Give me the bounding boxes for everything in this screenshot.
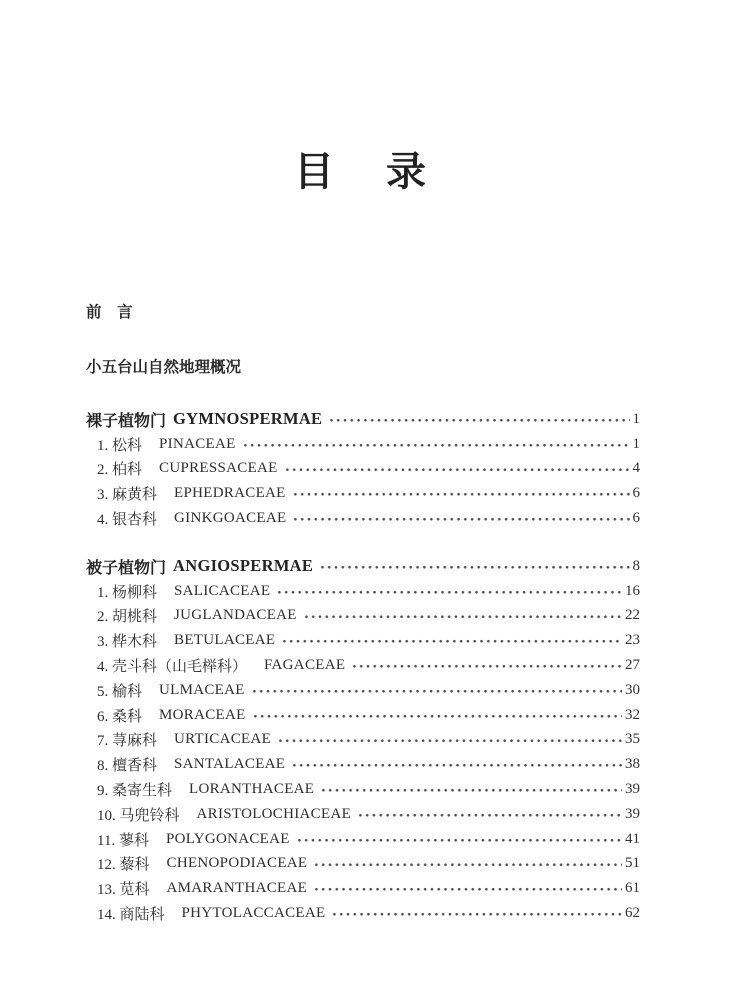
page-number: 27 (625, 657, 640, 674)
family-latin-label: PINACEAE (159, 435, 236, 452)
dot-leader (281, 628, 622, 653)
dot-leader (251, 678, 622, 703)
family-cn-label: 3. 麻黄科 (97, 487, 158, 504)
dot-leader (242, 432, 630, 457)
toc-entry (86, 579, 640, 604)
dot-leader (357, 802, 622, 827)
page-number: 6 (632, 485, 640, 502)
family-latin-label: EPHEDRACEAE (174, 485, 286, 502)
family-cn-label: 11. 蓼科 (97, 832, 149, 849)
family-latin-label: CHENOPODIACEAE (166, 855, 308, 872)
page-number: 8 (632, 557, 640, 574)
toc-entry (86, 802, 640, 827)
toc-entry (86, 653, 640, 678)
section-heading-latin: GYMNOSPERMAE (173, 409, 323, 429)
page-number: 62 (625, 905, 640, 922)
dot-leader (351, 653, 622, 678)
dot-leader (292, 506, 629, 531)
section-heading-latin: ANGIOSPERMAE (173, 556, 314, 576)
toc-entry (86, 827, 640, 852)
family-latin-label: PHYTOLACCACEAE (181, 905, 326, 922)
page-number: 41 (625, 830, 640, 847)
toc-entry (86, 506, 640, 531)
family-cn-label: 12. 藜科 (97, 857, 150, 874)
family-cn-label: 1. 杨柳科 (97, 584, 158, 601)
family-cn-label: 2. 柏科 (97, 462, 143, 479)
page-number: 22 (625, 607, 640, 624)
dot-leader (252, 703, 622, 728)
dot-leader (277, 728, 622, 753)
geography-overview-entry: 小五台山自然地理概况 (86, 359, 242, 376)
family-cn-label: 3. 桦木科 (97, 634, 158, 651)
toc-entry (86, 901, 640, 926)
toc-entry (86, 703, 640, 728)
family-cn-label: 6. 桑科 (97, 708, 143, 725)
dot-leader (313, 852, 622, 877)
toc-entry (86, 852, 640, 877)
toc-entry (86, 752, 640, 777)
page-number: 39 (625, 781, 640, 798)
page-number: 51 (625, 855, 640, 872)
family-cn-label: 2. 胡桃科 (97, 609, 158, 626)
family-latin-label: URTICACEAE (174, 731, 272, 748)
family-latin-label: ARISTOLOCHIACEAE (196, 805, 352, 822)
family-cn-label: 7. 荨麻科 (97, 733, 158, 750)
toc-entry (86, 678, 640, 703)
family-latin-label: LORANTHACEAE (189, 781, 315, 798)
section-heading-row (86, 554, 640, 579)
family-latin-label: GINKGOACEAE (174, 510, 287, 527)
family-latin-label: SALICACEAE (174, 582, 271, 599)
family-cn-label: 1. 松科 (97, 437, 143, 454)
page-number: 38 (625, 756, 640, 773)
family-latin-label: JUGLANDACEAE (174, 607, 297, 624)
dot-leader (313, 876, 622, 901)
page-number: 1 (632, 435, 640, 452)
dot-leader (328, 407, 629, 432)
page-title: 目 录 (294, 149, 432, 194)
dot-leader (276, 579, 622, 604)
page-number: 32 (625, 706, 640, 723)
section-heading-cn: 被子植物门 (86, 559, 167, 577)
family-cn-label: 14. 商陆科 (97, 907, 165, 924)
family-latin-label: ULMACEAE (159, 681, 245, 698)
family-latin-label: AMARANTHACEAE (166, 880, 308, 897)
family-latin-label: CUPRESSACEAE (159, 460, 278, 477)
dot-leader (284, 457, 630, 482)
toc-entry (86, 876, 640, 901)
preface-entry: 前 言 (86, 304, 133, 321)
dot-leader (291, 752, 622, 777)
dot-leader (292, 481, 630, 506)
page-number: 4 (632, 460, 640, 477)
family-cn-label: 13. 苋科 (97, 882, 150, 899)
family-cn-label: 5. 榆科 (97, 683, 143, 700)
family-cn-label: 10. 马兜铃科 (97, 807, 180, 824)
dot-leader (319, 554, 629, 579)
dot-leader (331, 901, 622, 926)
toc-entry (86, 604, 640, 629)
family-latin-label: POLYGONACEAE (165, 830, 290, 847)
family-latin-label: BETULACEAE (174, 632, 276, 649)
toc-entry (86, 728, 640, 753)
family-cn-label: 9. 桑寄生科 (97, 783, 173, 800)
section-gymnospermae (86, 407, 640, 531)
family-latin-label: SANTALACEAE (174, 756, 286, 773)
toc-entry (86, 628, 640, 653)
toc-entry (86, 457, 640, 482)
dot-leader (303, 604, 622, 629)
dot-leader (320, 777, 622, 802)
section-heading-row (86, 407, 640, 432)
page-number: 39 (625, 805, 640, 822)
section-angiospermae (86, 554, 640, 926)
page-number: 30 (625, 681, 640, 698)
page-number: 35 (625, 731, 640, 748)
dot-leader (296, 827, 622, 852)
toc-entry (86, 481, 640, 506)
page-number: 1 (632, 410, 640, 427)
toc-entry (86, 777, 640, 802)
page-number: 6 (632, 510, 640, 527)
family-cn-label: 8. 檀香科 (97, 758, 158, 775)
family-cn-label: 4. 壳斗科（山毛榉科） (97, 659, 248, 676)
family-latin-label: FAGACEAE (264, 657, 346, 674)
section-heading-cn: 裸子植物门 (86, 412, 167, 430)
toc-entry (86, 432, 640, 457)
page-number: 61 (625, 880, 640, 897)
family-latin-label: MORACEAE (159, 706, 246, 723)
page-number: 16 (625, 582, 640, 599)
page-number: 23 (625, 632, 640, 649)
family-cn-label: 4. 银杏科 (97, 512, 158, 529)
